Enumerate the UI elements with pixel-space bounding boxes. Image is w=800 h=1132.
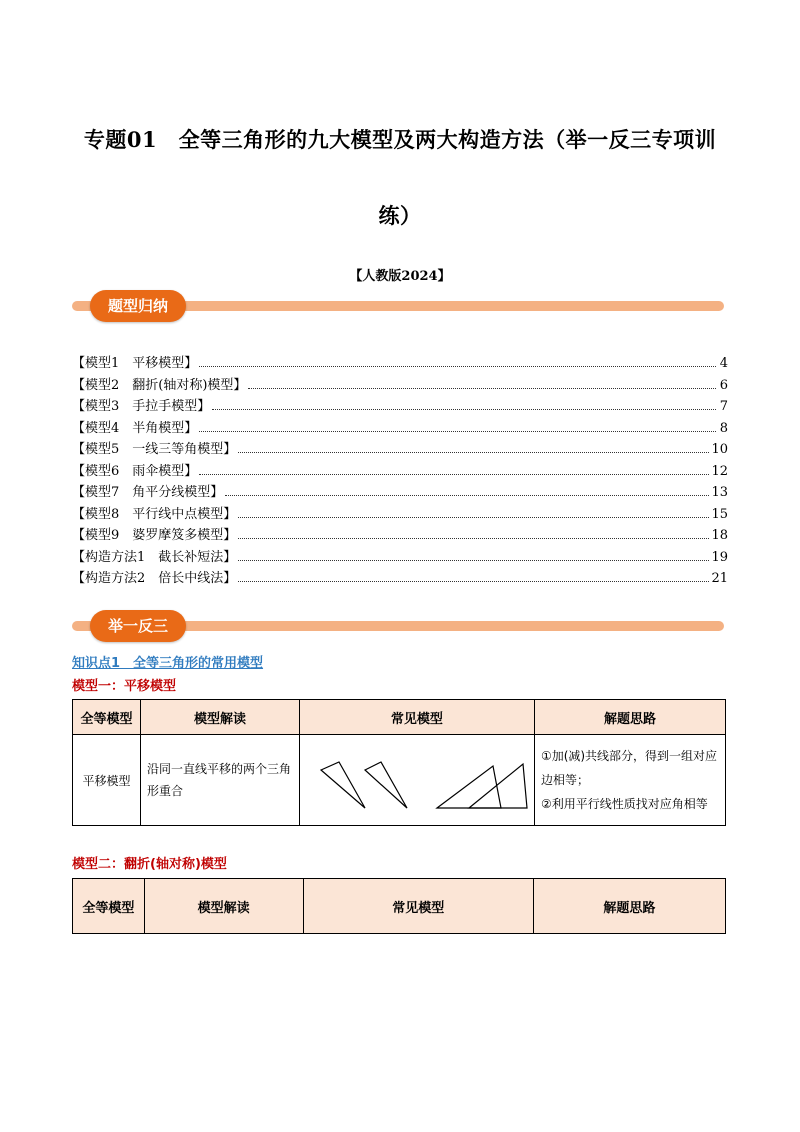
- toc-entry-page: 7: [719, 399, 728, 414]
- header-cell: 常见模型: [303, 879, 533, 934]
- toc-leader-dots: [248, 388, 716, 389]
- toc-entry-label: 【构造方法2 倍长中线法】: [72, 571, 237, 586]
- model1-table: [72, 699, 726, 826]
- toc-entry-page: 12: [711, 463, 728, 479]
- model2-table: [72, 878, 726, 934]
- triangle-right-2: [469, 764, 527, 808]
- tip-2: ②利用平行线性质找对应角相等: [540, 797, 708, 811]
- toc-entry[interactable]: [72, 524, 728, 546]
- model2-heading: 模型二：翻折(轴对称)模型: [72, 857, 227, 872]
- table-of-contents: [72, 352, 728, 589]
- header-cell: 模型解读: [144, 879, 303, 934]
- toc-leader-dots: [225, 495, 709, 496]
- toc-entry-label: 【模型1 平移模型】: [72, 356, 198, 371]
- toc-entry-label: 【模型9 婆罗摩笈多模型】: [72, 528, 237, 543]
- toc-leader-dots: [238, 560, 709, 561]
- toc-entry-label: 【模型5 一线三等角模型】: [72, 442, 237, 457]
- summary-banner: [72, 290, 724, 324]
- toc-leader-dots: [238, 517, 709, 518]
- tip-1: ①加(减)共线部分，得到一组对应边相等；: [540, 749, 718, 787]
- toc-entry[interactable]: [72, 438, 728, 460]
- toc-entry[interactable]: [72, 503, 728, 525]
- toc-entry-page: 8: [719, 420, 728, 436]
- solution-tips-cell: [534, 735, 725, 826]
- header-cell: 全等模型: [73, 879, 145, 934]
- toc-leader-dots: [199, 431, 716, 432]
- toc-leader-dots: [238, 581, 709, 582]
- practice-banner-label: 举一反三: [90, 610, 186, 642]
- translation-model-diagram: [301, 736, 533, 821]
- header-cell: 解题思路: [533, 879, 725, 934]
- header-cell: 解题思路: [534, 700, 725, 735]
- toc-leader-dots: [199, 366, 716, 367]
- toc-leader-dots: [212, 409, 716, 410]
- toc-entry-page: 21: [711, 571, 728, 586]
- toc-entry[interactable]: [72, 417, 728, 439]
- toc-entry[interactable]: [72, 352, 728, 374]
- model-description-cell: 沿同一直线平移的两个三角形重合: [140, 735, 299, 826]
- table-header-row: [73, 879, 726, 934]
- document-title-line1: 专题01 全等三角形的九大模型及两大构造方法（举一反三专项训: [83, 127, 717, 152]
- toc-entry-label: 【模型2 翻折(轴对称)模型】: [72, 377, 247, 393]
- triangle-left-1: [321, 762, 365, 808]
- header-cell: 全等模型: [73, 700, 141, 735]
- model-name-cell: 平移模型: [73, 735, 141, 826]
- model1-heading: 模型一：平移模型: [72, 679, 177, 694]
- table-row: [73, 735, 726, 826]
- header-cell: 模型解读: [140, 700, 299, 735]
- triangle-left-2: [365, 762, 407, 808]
- toc-entry-page: 4: [719, 356, 728, 371]
- toc-entry-page: 6: [719, 377, 728, 393]
- toc-entry-page: 18: [711, 528, 728, 543]
- toc-entry-label: 【模型7 角平分线模型】: [72, 485, 224, 500]
- toc-entry-label: 【构造方法1 截长补短法】: [72, 549, 237, 565]
- knowledge-point-heading: 知识点1 全等三角形的常用模型: [72, 656, 264, 671]
- edition-label: 【人教版2024】: [349, 269, 451, 284]
- toc-entry-page: 13: [711, 485, 728, 500]
- toc-entry-page: 19: [711, 549, 728, 565]
- toc-entry-label: 【模型6 雨伞模型】: [72, 463, 198, 479]
- header-cell: 常见模型: [299, 700, 534, 735]
- toc-leader-dots: [238, 538, 709, 539]
- toc-entry[interactable]: [72, 481, 728, 503]
- toc-entry[interactable]: [72, 567, 728, 589]
- toc-leader-dots: [199, 474, 709, 475]
- document-title-line2: 练）: [378, 203, 422, 228]
- practice-banner: [72, 610, 724, 644]
- toc-entry-page: 15: [711, 506, 728, 522]
- toc-entry-label: 【模型8 平行线中点模型】: [72, 506, 237, 522]
- toc-entry-label: 【模型3 手拉手模型】: [72, 399, 211, 414]
- model-diagram-cell: [299, 735, 534, 826]
- toc-entry[interactable]: [72, 460, 728, 482]
- toc-leader-dots: [238, 452, 709, 453]
- table-header-row: [73, 700, 726, 735]
- summary-banner-label: 题型归纳: [90, 290, 186, 322]
- toc-entry-label: 【模型4 半角模型】: [72, 420, 198, 436]
- triangle-right-1: [437, 766, 501, 808]
- toc-entry[interactable]: [72, 395, 728, 417]
- toc-entry-page: 10: [711, 442, 728, 457]
- toc-entry[interactable]: [72, 546, 728, 568]
- toc-entry[interactable]: [72, 374, 728, 396]
